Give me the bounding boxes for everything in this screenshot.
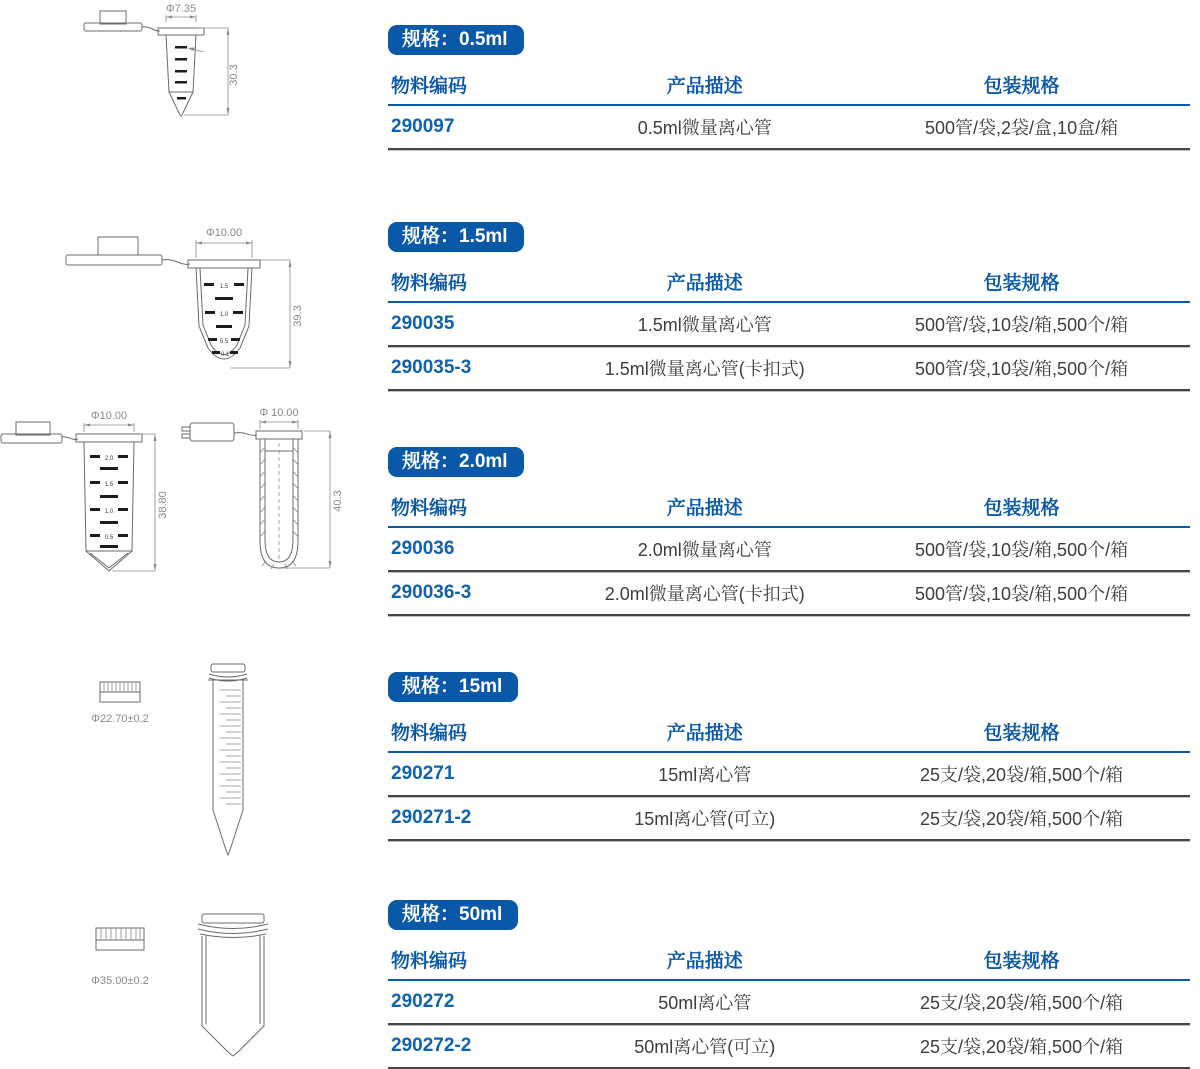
screw-cap-front xyxy=(96,928,144,950)
section-1_5ml xyxy=(388,222,1190,391)
tube-schematic-2_0ml xyxy=(0,403,350,598)
packaging-spec: 500管/袋,10袋/箱,500个/箱 xyxy=(915,315,1129,335)
column-header-material-code: 物料编码 xyxy=(391,76,468,97)
material-code: 290097 xyxy=(391,116,455,137)
section-2_0ml xyxy=(388,447,1190,616)
column-header-description: 产品描述 xyxy=(666,273,743,294)
column-header-description: 产品描述 xyxy=(666,951,743,972)
material-code: 290272 xyxy=(391,991,455,1012)
open-cap-outline xyxy=(66,237,190,265)
tube-body-outline xyxy=(76,434,142,571)
graduation-marks xyxy=(90,455,128,548)
column-header-description: 产品描述 xyxy=(666,498,743,519)
drawing-1_5ml-tube xyxy=(58,198,318,376)
spec-badge: 规格：0.5ml xyxy=(388,25,524,55)
tube-schematic-15ml xyxy=(58,658,298,863)
product-description: 2.0ml微量离心管 xyxy=(637,540,772,560)
table-header-row xyxy=(388,268,1190,303)
column-header-description: 产品描述 xyxy=(666,723,743,744)
grad-label: 2.0 xyxy=(104,456,114,462)
diameter-dimension xyxy=(196,227,252,258)
table-row xyxy=(388,347,1190,391)
table-row xyxy=(388,106,1190,150)
drawing-15ml-tube xyxy=(58,658,298,863)
column-header-packaging: 包装规格 xyxy=(983,951,1060,972)
table-row xyxy=(388,528,1190,572)
packaging-spec: 25支/袋,20袋/箱,500个/箱 xyxy=(920,1037,1124,1057)
dimension-label-diameter: Φ7.35 xyxy=(165,3,197,15)
grad-label: 0.5 xyxy=(104,535,114,541)
packaging-spec: 500管/袋,10袋/箱,500个/箱 xyxy=(915,584,1129,604)
column-header-packaging: 包装规格 xyxy=(983,76,1060,97)
table-row xyxy=(388,797,1190,841)
section-0_5ml xyxy=(388,25,1190,150)
dimension-label-cap-diameter: Φ22.70±0.2 xyxy=(91,713,149,725)
height-dimension-2 xyxy=(282,431,344,568)
packaging-spec: 500管/袋,10袋/箱,500个/箱 xyxy=(915,359,1129,379)
grad-label: 1.0 xyxy=(104,509,114,515)
material-code: 290271 xyxy=(391,763,455,784)
packaging-spec: 25支/袋,20袋/箱,500个/箱 xyxy=(920,809,1124,829)
table-row xyxy=(388,981,1190,1025)
packaging-spec: 500管/袋,2袋/盒,10盒/箱 xyxy=(925,118,1119,138)
open-cap-outline xyxy=(84,11,160,31)
diameter-dimension xyxy=(166,3,196,22)
spec-badge: 规格：15ml xyxy=(388,672,518,702)
spec-badge: 规格：1.5ml xyxy=(388,222,524,252)
dimension-label-height: 39.3 xyxy=(292,305,304,327)
dimension-label-height: 40.3 xyxy=(332,490,344,512)
open-cap-outline xyxy=(1,422,78,443)
column-header-packaging: 包装规格 xyxy=(983,273,1060,294)
closed-cap-outline xyxy=(182,423,256,441)
column-header-material-code: 物料编码 xyxy=(391,498,468,519)
screw-cap-front xyxy=(100,682,140,702)
product-description: 15ml离心管(可立) xyxy=(634,809,776,829)
dimension-label-cap-diameter: Φ35.00±0.2 xyxy=(91,975,149,987)
tube-body-outline xyxy=(208,664,248,855)
spec-badge: 规格：50ml xyxy=(388,900,518,930)
graduation-lines xyxy=(220,690,241,804)
column-header-material-code: 物料编码 xyxy=(391,273,468,294)
table-header-row xyxy=(388,946,1190,981)
section-15ml xyxy=(388,672,1190,841)
packaging-spec: 25支/袋,20袋/箱,500个/箱 xyxy=(920,765,1124,785)
product-description: 1.5ml微量离心管 xyxy=(637,315,772,335)
column-header-packaging: 包装规格 xyxy=(983,498,1060,519)
dimension-label-diameter: Φ10.00 xyxy=(205,227,243,239)
column-header-description: 产品描述 xyxy=(666,76,743,97)
grad-label: 0.5 xyxy=(219,339,229,345)
grad-label: 1.5 xyxy=(219,284,229,290)
diameter-dimension-2 xyxy=(259,407,298,429)
table-row xyxy=(388,753,1190,797)
graduation-marks xyxy=(175,46,204,100)
packaging-spec: 25支/袋,20袋/箱,500个/箱 xyxy=(920,993,1124,1013)
table-row xyxy=(388,1025,1190,1069)
drawing-2_0ml-tubes xyxy=(0,403,350,598)
product-description: 2.0ml微量离心管(卡扣式) xyxy=(604,584,805,604)
product-description: 50ml离心管 xyxy=(658,993,752,1013)
grad-label: 1.0 xyxy=(219,312,229,318)
spec-badge: 规格：2.0ml xyxy=(388,447,524,477)
grad-label: 0.1 xyxy=(220,352,230,358)
material-code: 290036-3 xyxy=(391,582,472,603)
section-50ml xyxy=(388,900,1190,1069)
dimension-label-height: 38.80 xyxy=(157,491,169,519)
drawing-0_5ml-tube xyxy=(80,2,250,137)
graduation-marks xyxy=(204,283,244,358)
column-header-material-code: 物料编码 xyxy=(391,723,468,744)
packaging-spec: 500管/袋,10袋/箱,500个/箱 xyxy=(915,540,1129,560)
tube-section-outline xyxy=(256,431,302,568)
product-description: 15ml离心管 xyxy=(658,765,752,785)
product-description: 1.5ml微量离心管(卡扣式) xyxy=(604,359,805,379)
height-dimension xyxy=(184,28,240,115)
column-header-material-code: 物料编码 xyxy=(391,951,468,972)
dimension-label-height: 30.3 xyxy=(228,64,240,86)
tube-body-outline xyxy=(198,914,268,1056)
column-header-packaging: 包装规格 xyxy=(983,723,1060,744)
material-code: 290036 xyxy=(391,538,455,559)
material-code: 290272-2 xyxy=(391,1035,472,1056)
material-code: 290271-2 xyxy=(391,807,472,828)
table-row xyxy=(388,303,1190,347)
table-header-row xyxy=(388,493,1190,528)
dimension-label-diameter: Φ 10.00 xyxy=(259,407,299,419)
table-header-row xyxy=(388,71,1190,106)
dimension-label-diameter: Φ10.00 xyxy=(90,410,128,422)
table-header-row xyxy=(388,718,1190,753)
drawing-50ml-tube xyxy=(56,888,316,1058)
material-code: 290035 xyxy=(391,313,455,334)
table-row xyxy=(388,572,1190,616)
tube-schematic-0_5ml xyxy=(80,2,250,137)
product-description: 50ml离心管(可立) xyxy=(634,1037,776,1057)
tube-schematic-50ml xyxy=(56,888,316,1058)
tube-schematic-1_5ml xyxy=(58,198,318,376)
height-dimension xyxy=(112,434,169,571)
diameter-dimension xyxy=(84,410,134,432)
material-code: 290035-3 xyxy=(391,357,472,378)
product-description: 0.5ml微量离心管 xyxy=(637,118,772,138)
grad-label: 1.5 xyxy=(104,482,114,488)
